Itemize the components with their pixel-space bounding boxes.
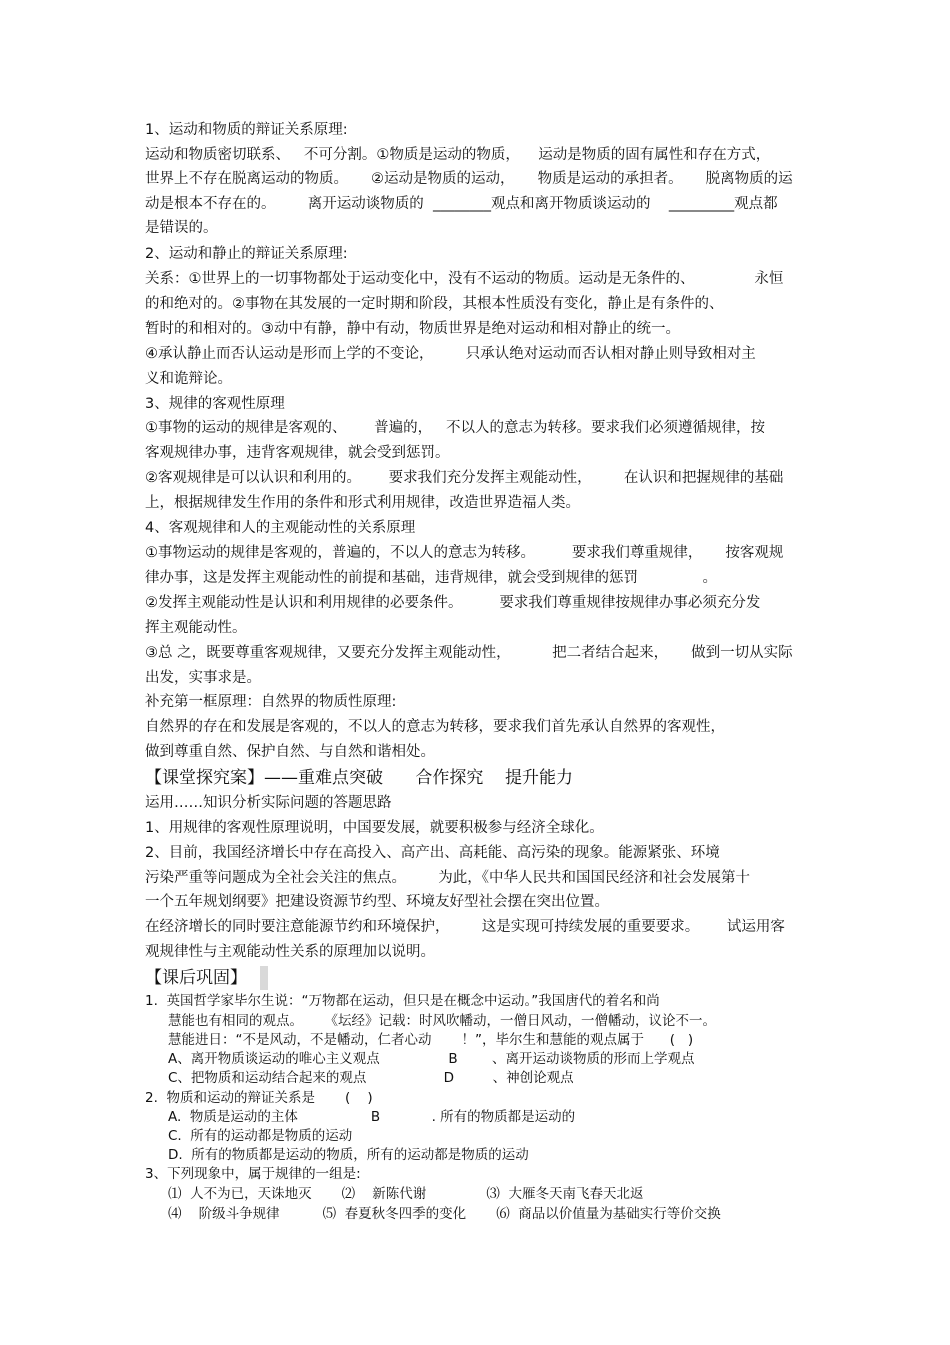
text-line: ①事物的运动的规律是客观的、 普遍的， 不以人的意志为转移。要求我们必须遵循规律，按 xyxy=(145,420,765,436)
text-line: ②发挥主观能动性是认识和利用规律的必要条件。 要求我们尊重规律按规律办事必须充分发 xyxy=(145,595,761,611)
text-line: ②客观规律是可以认识和利用的。 要求我们充分发挥主观能动性， 在认识和把握规律的基础 xyxy=(145,470,784,486)
mc-question-2: 2. 物质和运动的辩证关系是 ( ) xyxy=(145,1090,373,1106)
text-line: ③总 之，既要尊重客观规律，又要充分发挥主观能动性， 把二者结合起来， 做到一切从实际 xyxy=(145,645,793,661)
mc-option-ab: A. 物质是运动的主体 B . 所有的物质都是运动的 xyxy=(168,1109,576,1125)
text-line: 暂时的和相对的。③动中有静，静中有动，物质世界是绝对运动和相对静止的统一。 xyxy=(145,321,680,337)
text-line: 关系：①世界上的一切事物都处于运动变化中，没有不运动的物质。运动是无条件的、 永恒 xyxy=(145,271,784,287)
heading-2: 2、运动和静止的辩证关系原理: xyxy=(145,246,348,262)
text-line: 挥主观能动性。 xyxy=(145,620,247,636)
highlight-mark xyxy=(260,966,268,990)
mc-question-1: 1. 英国哲学家毕尔生说：“万物都在运动，但只是在概念中运动。”我国唐代的着名和尚 xyxy=(145,993,660,1009)
text-line: 观规律性与主观能动性关系的原理加以说明。 xyxy=(145,944,435,960)
text-line: 运动和物质密切联系、 不可分割。①物质是运动的物质， 运动是物质的固有属性和存在方式， xyxy=(145,147,771,163)
text-line: 义和诡辩论。 xyxy=(145,371,232,387)
text-line: 慧能进日：“不是风动，不是幡动，仁者心动 ！”，毕尔生和慧能的观点属于 ( ) xyxy=(168,1032,694,1048)
text-line: 出发，实事求是。 xyxy=(145,670,261,686)
text-line: 运用……知识分析实际问题的答题思路 xyxy=(145,795,392,811)
text-line: 做到尊重自然、保护自然、与自然和谐相处。 xyxy=(145,744,435,760)
text-line: 上，根据规律发生作用的条件和形式利用规律，改造世界造福人类。 xyxy=(145,495,580,511)
text-line: 慧能也有相同的观点。 《坛经》记载：时风吹幡动，一僧日风动，一僧幡动，议论不一。 xyxy=(168,1013,716,1029)
heading-supplement: 补充第一框原理：自然界的物质性原理: xyxy=(145,694,397,710)
text-line: 世界上不存在脱离运动的物质。 ②运动是物质的运动， 物质是运动的承担者。 脱离物质的运 xyxy=(145,171,793,187)
text-line: ①事物运动的规律是客观的，普遍的，不以人的意志为转移。 要求我们尊重规律， 按客观规 xyxy=(145,545,784,561)
text-line: 在经济增长的同时要注意能源节约和环境保护， 这是实现可持续发展的重要要求。 试运用客 xyxy=(145,919,785,935)
text-line: 污染严重等问题成为全社会关注的焦点。 为此，《中华人民共和国国民经济和社会发展第十 xyxy=(145,870,751,886)
section-title-review: 【课后巩固】 xyxy=(145,968,247,988)
mc-option-ab: A、离开物质谈运动的唯心主义观点 B 、离开运动谈物质的形而上学观点 xyxy=(168,1051,695,1067)
text-line: 自然界的存在和发展是客观的，不以人的意志为转移，要求我们首先承认自然界的客观性， xyxy=(145,719,725,735)
text-line: ④承认静止而否认运动是形而上学的不变论， 只承认绝对运动而否认相对静止则导致相对主 xyxy=(145,346,756,362)
section-title-classroom: 【课堂探究案】——重难点突破 合作探究 提升能力 xyxy=(145,768,574,788)
text-line: 一个五年规划纲要》把建设资源节约型、环境友好型社会摆在突出位置。 xyxy=(145,894,609,910)
question-2: 2、目前，我国经济增长中存在高投入、高产出、高耗能、高污染的现象。能源紧张、环境 xyxy=(145,845,720,861)
mc-option-cd: C、把物质和运动结合起来的观点 D 、神创论观点 xyxy=(168,1070,574,1086)
mc-option-c: C. 所有的运动都是物质的运动 xyxy=(168,1128,353,1144)
text-line: 律办事，这是发挥主观能动性的前提和基础，违背规律，就会受到规律的惩罚 。 xyxy=(145,570,718,586)
heading-3: 3、规律的客观性原理 xyxy=(145,396,285,412)
mc-items-1-3: ⑴ 人不为已，天诛地灭 ⑵ 新陈代谢 ⑶ 大雁冬天南飞春天北返 xyxy=(168,1186,644,1202)
heading-4: 4、客观规律和人的主观能动性的关系原理 xyxy=(145,520,416,536)
mc-option-d: D. 所有的物质都是运动的物质，所有的运动都是物质的运动 xyxy=(168,1147,529,1163)
mc-question-3: 3、下列现象中，属于规律的一组是: xyxy=(145,1166,361,1182)
text-line: 是错误的。 xyxy=(145,220,218,236)
text-line: 动是根本不存在的。 离开运动谈物质的 ________观点和离开物质谈运动的 _________观点都 xyxy=(145,196,778,212)
text-line: 的和绝对的。②事物在其发展的一定时期和阶段，其根本性质没有变化，静止是有条件的、 xyxy=(145,296,724,312)
heading-1: 1、运动和物质的辩证关系原理: xyxy=(145,122,348,138)
question-1: 1、用规律的客观性原理说明，中国要发展，就要积极参与经济全球化。 xyxy=(145,820,604,836)
mc-items-4-6: ⑷ 阶级斗争规律 ⑸ 春夏秋冬四季的变化 ⑹ 商品以价值量为基础实行等价交换 xyxy=(168,1206,721,1222)
text-line: 客观规律办事，违背客观规律，就会受到惩罚。 xyxy=(145,445,450,461)
